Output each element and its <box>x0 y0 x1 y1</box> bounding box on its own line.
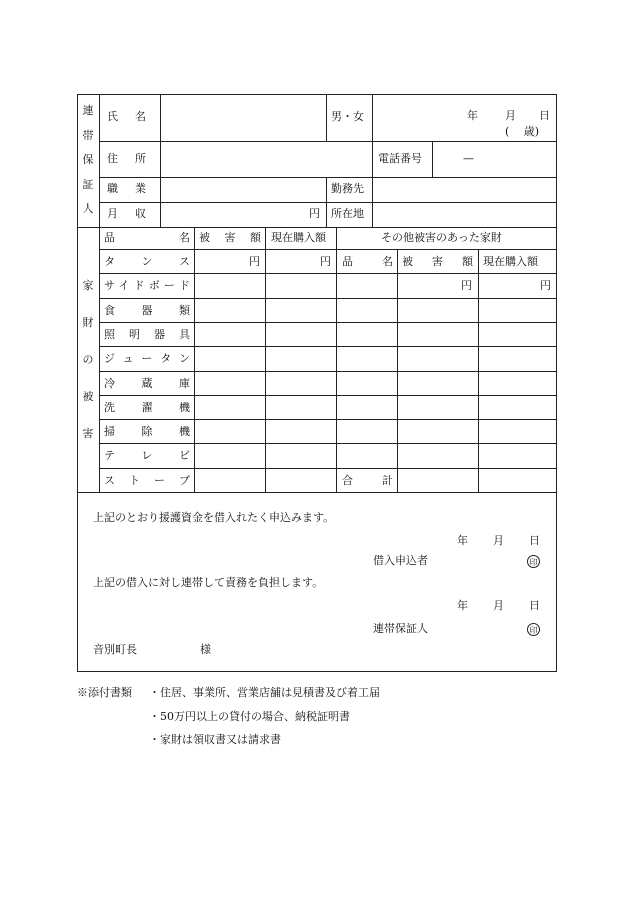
guarantor-sign-label: 連帯保証人 <box>373 622 428 635</box>
other-item-label: 品 名 <box>342 255 393 268</box>
damage-row-divider <box>99 468 557 469</box>
price-yen: 円 <box>320 255 331 268</box>
divider <box>326 94 327 141</box>
divider <box>160 94 161 228</box>
other-damage-label: 被 害 額 <box>402 255 473 268</box>
birth-day-label: 日 <box>539 109 550 122</box>
divider <box>99 94 100 228</box>
item-label: テ レ ビ <box>104 449 190 462</box>
damage-row-divider <box>99 443 557 444</box>
item-label: サイドボード <box>104 279 190 292</box>
guarantee-month: 月 <box>493 599 504 612</box>
guarantor-section-label: 連 帯 保 証 人 <box>82 104 94 215</box>
divider <box>372 94 373 141</box>
other-damage-yen: 円 <box>461 279 472 292</box>
header-item: 品 名 <box>104 231 190 244</box>
other-price-yen: 円 <box>540 279 551 292</box>
phone-dash: — <box>463 152 474 165</box>
damage-row-divider <box>99 419 557 420</box>
income-label: 月 収 <box>107 207 149 220</box>
item-label: 掃 除 機 <box>104 425 190 438</box>
notes-title: ※添付書類 <box>77 686 132 699</box>
divider <box>265 227 266 493</box>
applicant-label: 借入申込者 <box>373 554 428 567</box>
header-price: 現在購入額 <box>271 231 326 244</box>
seal-icon: 印 <box>527 623 540 636</box>
income-yen: 円 <box>309 207 320 220</box>
item-label: 食 器 類 <box>104 304 190 317</box>
item-label: 洗 濯 機 <box>104 401 190 414</box>
application-day: 日 <box>529 534 540 547</box>
phone-label: 電話番号 <box>378 152 422 165</box>
location-label: 所在地 <box>331 207 364 220</box>
divider <box>99 202 557 203</box>
address-label: 住 所 <box>107 152 149 165</box>
note-item: ・住居、事業所、営業店舗は見積書及び着工届 <box>149 686 380 699</box>
birth-month-label: 月 <box>505 109 516 122</box>
damage-row-divider <box>99 322 557 323</box>
name-label: 氏 名 <box>107 110 149 123</box>
job-label: 職 業 <box>107 182 149 195</box>
divider <box>194 227 195 493</box>
divider <box>372 141 373 177</box>
application-month: 月 <box>493 534 504 547</box>
application-year: 年 <box>457 534 468 547</box>
seal-icon: 印 <box>527 555 540 568</box>
divider <box>432 141 433 177</box>
workplace-label: 勤務先 <box>331 182 364 195</box>
note-item: ・家財は領収書又は請求書 <box>149 733 281 746</box>
addressee: 音別町長 <box>93 643 137 656</box>
damage-row-divider <box>99 395 557 396</box>
item-label: ジュータン <box>104 352 190 365</box>
divider <box>99 141 557 142</box>
damage-yen: 円 <box>249 255 260 268</box>
guarantee-text: 上記の借入に対し連帯して責務を負担します。 <box>93 576 324 589</box>
birth-year-label: 年 <box>467 109 478 122</box>
item-label: タ ン ス <box>104 255 190 268</box>
damage-row-divider <box>99 298 557 299</box>
item-label: 照 明 器 具 <box>104 328 190 341</box>
guarantee-year: 年 <box>457 599 468 612</box>
age-label: ( 歳) <box>505 125 540 138</box>
divider <box>336 227 337 493</box>
damage-section-label: 家 財 の 被 害 <box>82 279 94 440</box>
item-label: ス ト ー ブ <box>104 474 190 487</box>
sex-label: 男・女 <box>331 110 364 123</box>
header-other: その他被害のあった家財 <box>381 231 502 244</box>
guarantee-day: 日 <box>529 599 540 612</box>
damage-row-divider <box>99 346 557 347</box>
damage-row-divider <box>99 371 557 372</box>
other-price-label: 現在購入額 <box>483 255 538 268</box>
addressee-suffix: 様 <box>200 643 211 656</box>
total-label: 合 計 <box>342 474 393 487</box>
header-damage: 被 害 額 <box>199 231 261 244</box>
damage-row-divider <box>99 249 557 250</box>
note-item: ・50万円以上の貸付の場合、納税証明書 <box>149 710 350 723</box>
divider <box>99 177 557 178</box>
application-text: 上記のとおり援護資金を借入れたく申込みます。 <box>93 511 335 524</box>
damage-row-divider <box>99 273 557 274</box>
item-label: 冷 蔵 庫 <box>104 377 190 390</box>
divider <box>99 227 100 493</box>
